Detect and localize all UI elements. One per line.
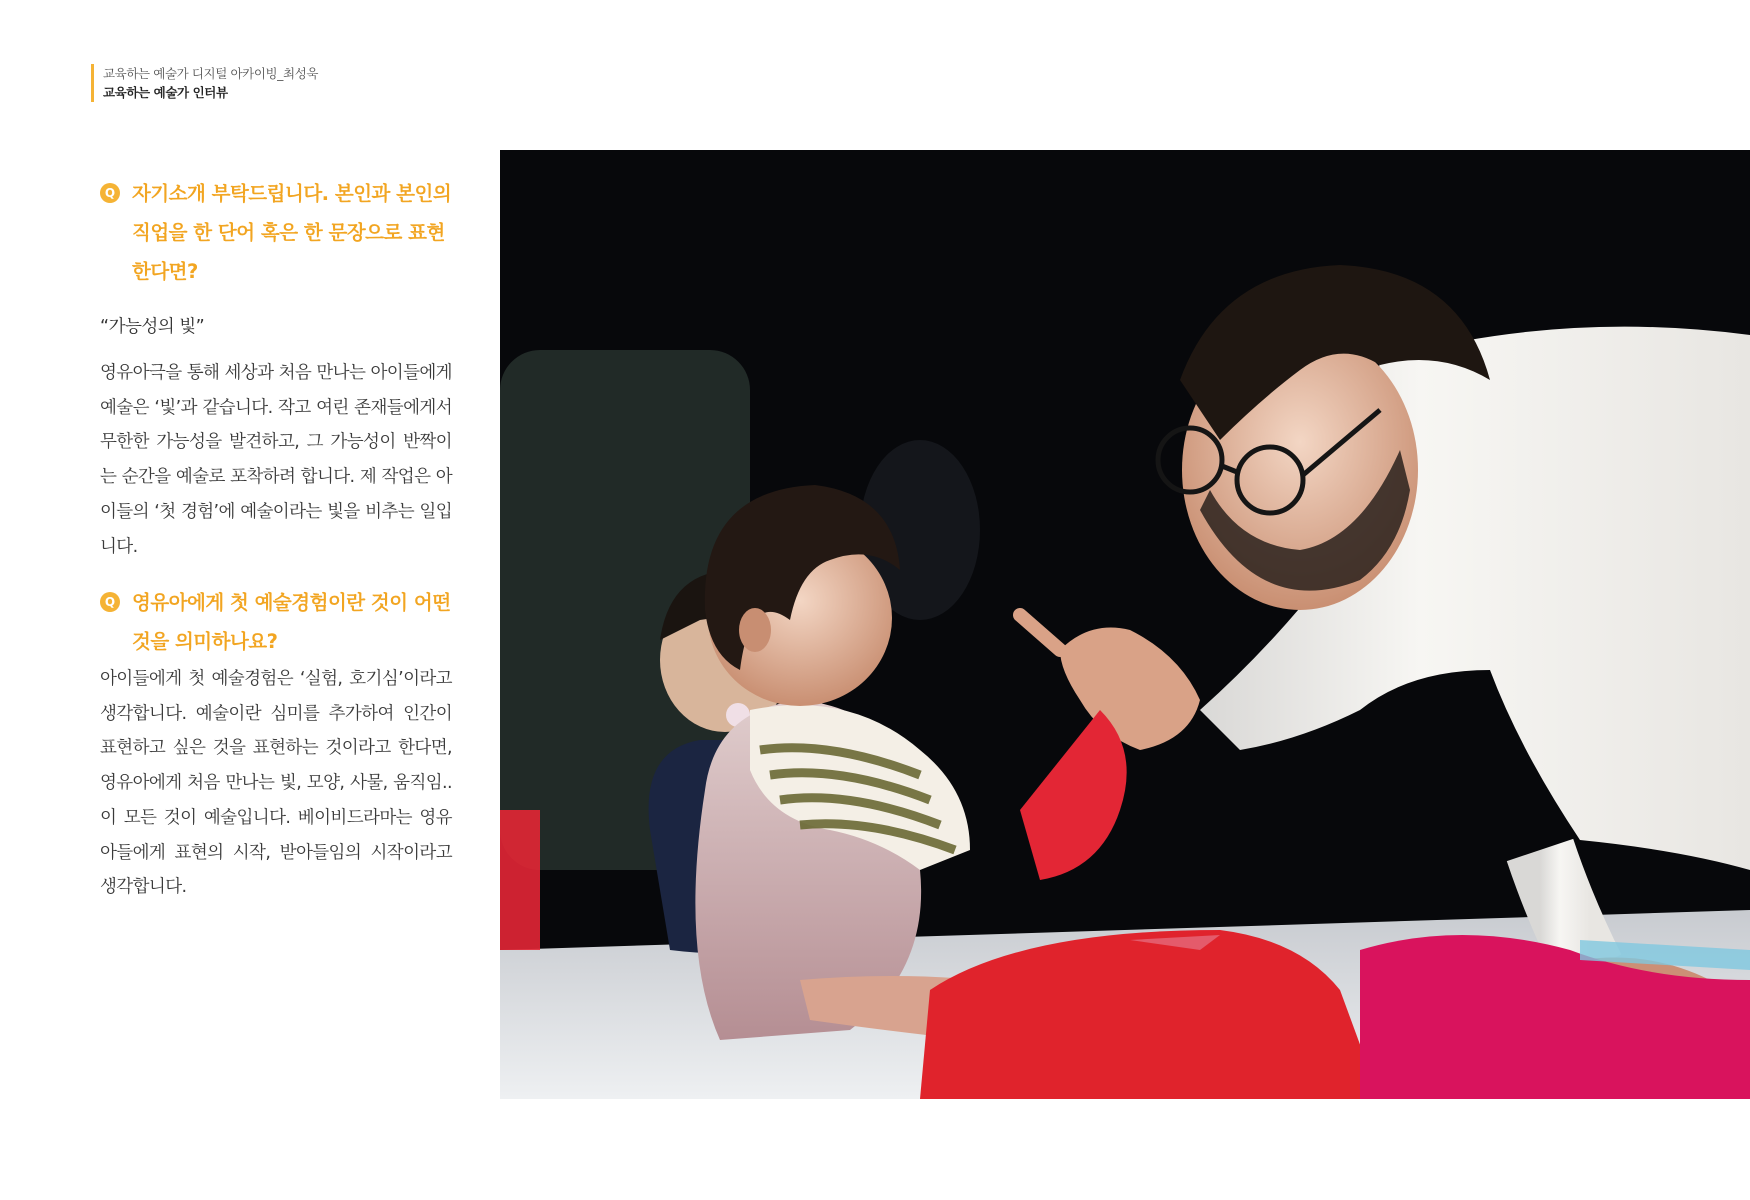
- interview-photo: [500, 150, 1750, 1099]
- photo-illustration: [500, 150, 1750, 1099]
- question-1: [100, 174, 452, 291]
- section-title: 교육하는 예술가 인터뷰: [103, 85, 228, 100]
- question-badge-icon: Q: [100, 592, 120, 612]
- series-title: 교육하는 예술가 디지털 아카이빙_최성욱: [103, 66, 319, 81]
- answer-1-quote: “가능성의 빛”: [100, 317, 205, 337]
- running-header: [91, 64, 318, 102]
- answer-1-text: 영유아극을 통해 세상과 처음 만나는 아이들에게 예술은 ‘빛’과 같습니다. 작고 여린 존재들에게서 무한한 가능성을 발견하고, 그 가능성이 반짝이는 순간을 예술로 포착하려 합니다. 제 작업은 아이들의 ‘첫 경험’에 예술이라는 빛을 비추는 일입니다.: [100, 363, 452, 557]
- qa-block-2: [100, 583, 452, 905]
- question-2-text: 영유아에게 첫 예술경험이란 것이 어떤 것을 의미하나요?: [132, 591, 451, 653]
- qa-block-1: [100, 174, 452, 564]
- question-2: [100, 583, 452, 661]
- answer-2-text: 아이들에게 첫 예술경험은 ‘실험, 호기심’이라고 생각합니다. 예술이란 심미를 추가하여 인간이 표현하고 싶은 것을 표현하는 것이라고 한다면, 영유아에게 처음 만나는 빛, 모양, 사물, 움직임..이 모든 것이 예술입니다. 베이비드라마는 영유아들에게 표현의 시작, 받아들임의 시작이라고 생각합니다.: [100, 669, 452, 898]
- question-1-text: 자기소개 부탁드립니다. 본인과 본인의 직업을 한 단어 혹은 한 문장으로 표현한다면?: [132, 182, 452, 283]
- question-badge-icon: Q: [100, 183, 120, 203]
